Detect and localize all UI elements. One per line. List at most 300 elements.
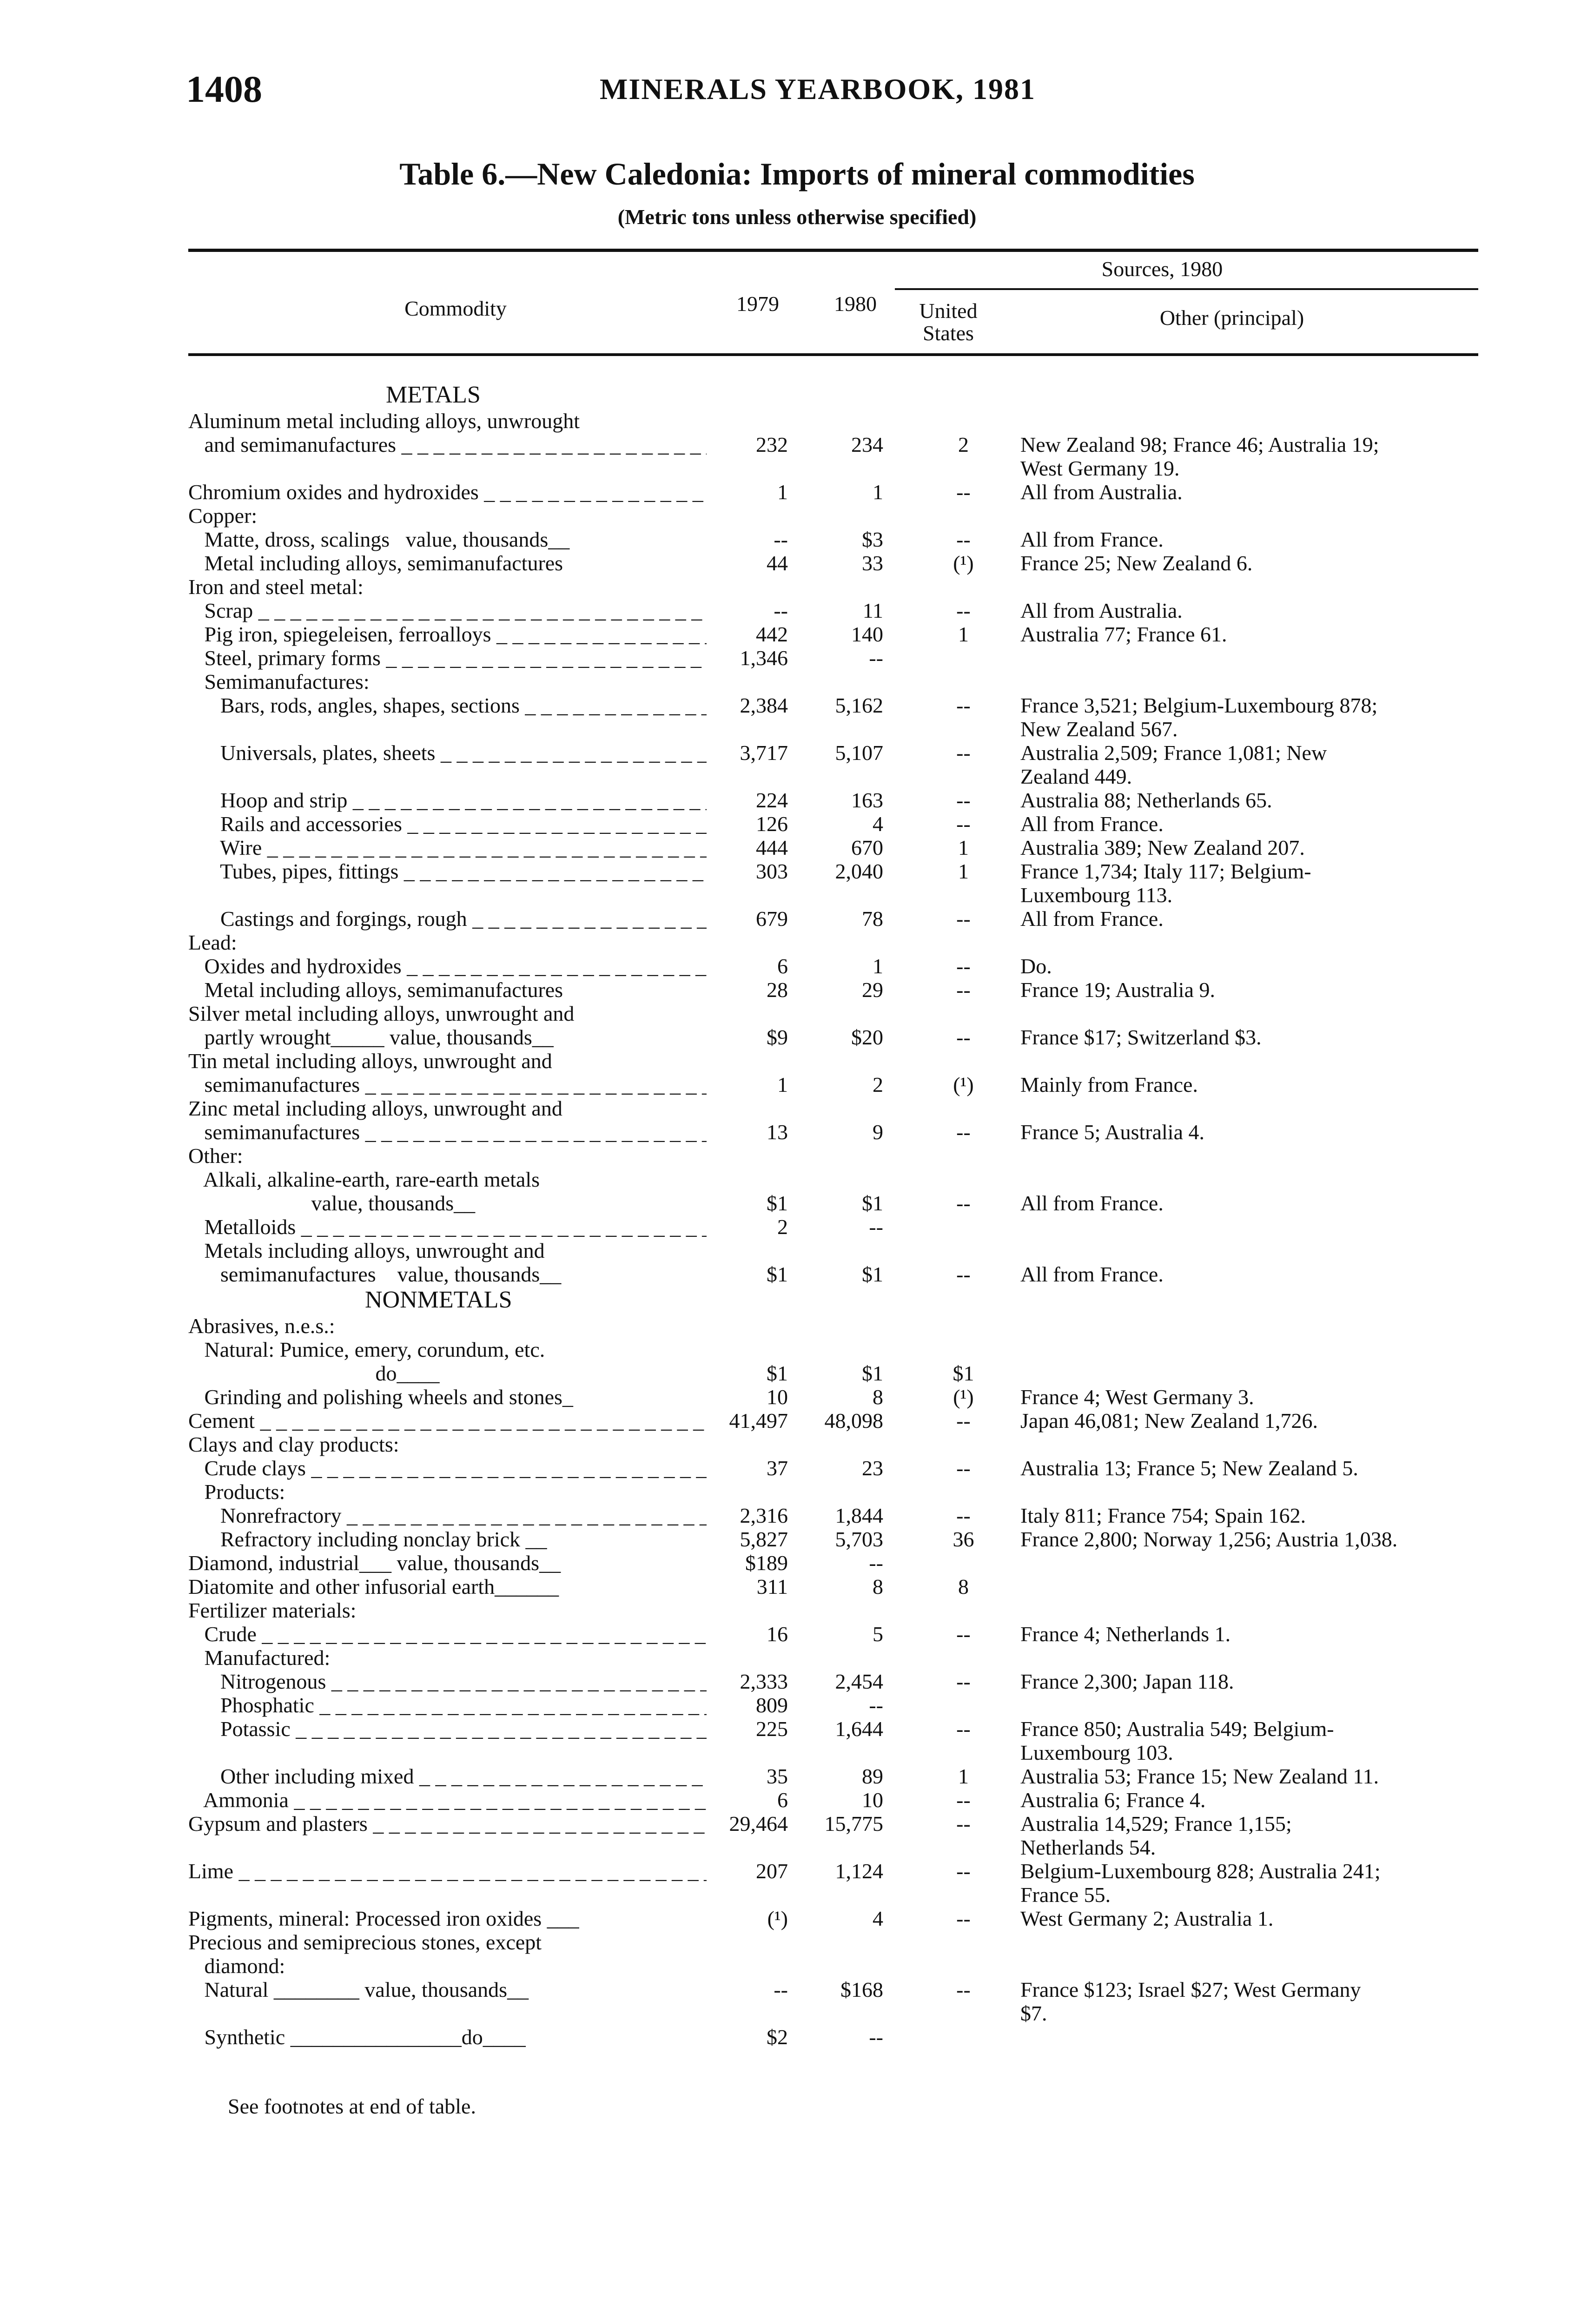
- united-states-cell: (¹): [953, 1385, 974, 1409]
- section-heading: METALS: [386, 382, 481, 408]
- value-1980-cell: [814, 409, 916, 433]
- table-row: [0, 1859, 1594, 1883]
- table-row: [0, 1622, 1594, 1646]
- other-sources-cell: France 5; Australia 4.: [1020, 1120, 1205, 1144]
- value-1980-cell: 23: [862, 1456, 883, 1480]
- other-sources-cell: Australia 13; France 5; New Zealand 5.: [1020, 1456, 1358, 1480]
- value-1980-cell: --: [869, 2025, 883, 2049]
- table-row: [0, 1670, 1594, 1693]
- value-1980-cell: [814, 931, 916, 954]
- commodity-cell: Crude clays _ _ _: [188, 1456, 707, 1480]
- value-1979-cell: [707, 1598, 814, 1622]
- value-1979-cell: [707, 1646, 814, 1670]
- table-row: [0, 765, 1594, 788]
- value-1979-cell: 207: [756, 1859, 788, 1883]
- value-1979-cell: 37: [767, 1456, 788, 1480]
- value-1979-cell: --: [774, 599, 788, 622]
- commodity-cell: Other including mixed _ _ _: [188, 1764, 707, 1788]
- value-1979-cell: [707, 1168, 814, 1191]
- united-states-cell: (¹): [953, 1073, 974, 1096]
- other-sources-cell: [1011, 1215, 1594, 1239]
- value-1979-cell: 2,316: [740, 1504, 788, 1527]
- united-states-cell: --: [956, 1788, 971, 1812]
- other-sources-cell: All from France.: [1020, 812, 1164, 836]
- commodity-cell: Products:: [188, 1480, 285, 1504]
- value-1979-cell: --: [774, 528, 788, 551]
- table-row: [0, 1764, 1594, 1788]
- value-1979-cell: [707, 670, 814, 693]
- table-row: [0, 1262, 1594, 1286]
- table-row: [0, 1215, 1594, 1239]
- commodity-cell: Steel, primary forms _ _ _: [188, 646, 707, 670]
- other-sources-cell: France 1,734; Italy 117; Belgium-: [1020, 859, 1311, 883]
- section-heading-row: [0, 1286, 1594, 1314]
- united-states-cell: [916, 1096, 1011, 1120]
- united-states-cell: --: [956, 1025, 971, 1049]
- commodity-cell: [188, 456, 707, 480]
- commodity-cell: [188, 1883, 707, 1907]
- value-1980-cell: 4: [873, 812, 883, 836]
- united-states-cell: 36: [952, 1527, 974, 1551]
- united-states-cell: [916, 575, 1011, 599]
- other-sources-cell: [1011, 931, 1594, 954]
- commodity-cell: Nonrefractory _ _ _: [188, 1504, 707, 1527]
- value-1979-cell: 2: [777, 1215, 788, 1239]
- united-states-cell: [916, 1239, 1011, 1262]
- value-1979-cell: 303: [756, 859, 788, 883]
- value-1980-cell: --: [869, 1551, 883, 1575]
- united-states-cell: [916, 1954, 1011, 1978]
- section-heading-row: [0, 381, 1594, 409]
- other-sources-cell: Luxembourg 103.: [1020, 1741, 1173, 1764]
- other-sources-cell: Japan 46,081; New Zealand 1,726.: [1020, 1409, 1318, 1433]
- value-1980-cell: $1: [862, 1361, 883, 1385]
- value-1979-cell: $1: [767, 1191, 788, 1215]
- table-row: [0, 1120, 1594, 1144]
- commodity-cell: [188, 765, 707, 788]
- commodity-cell: Chromium oxides and hydroxides _ _ _: [188, 480, 707, 504]
- value-1979-cell: 5,827: [740, 1527, 788, 1551]
- value-1979-cell: 41,497: [729, 1409, 788, 1433]
- other-sources-cell: France $123; Israel $27; West Germany: [1020, 1978, 1361, 2001]
- value-1980-cell: [814, 456, 916, 480]
- value-1980-cell: [814, 1433, 916, 1456]
- value-1979-cell: 29,464: [729, 1812, 788, 1835]
- other-sources-cell: [1011, 1693, 1594, 1717]
- other-sources-cell: [1011, 1239, 1594, 1262]
- value-1979-cell: [707, 765, 814, 788]
- commodity-cell: Abrasives, n.e.s.:: [188, 1314, 335, 1338]
- commodity-cell: Crude _ _ _: [188, 1622, 707, 1646]
- united-states-cell: [916, 2001, 1011, 2025]
- table-row: [0, 1096, 1594, 1120]
- value-1979-cell: [707, 931, 814, 954]
- value-1980-cell: [814, 883, 916, 907]
- united-states-cell: --: [956, 1670, 971, 1693]
- value-1980-cell: [814, 1954, 916, 1978]
- united-states-cell: 1: [958, 622, 969, 646]
- value-1979-cell: [707, 1835, 814, 1859]
- table-row: [0, 551, 1594, 575]
- value-1979-cell: 232: [756, 433, 788, 456]
- table-row: [0, 2001, 1594, 2025]
- value-1979-cell: [707, 1314, 814, 1338]
- other-sources-cell: [1011, 1575, 1594, 1598]
- united-states-cell: --: [956, 693, 971, 717]
- united-states-cell: --: [956, 907, 971, 931]
- united-states-cell: [916, 1835, 1011, 1859]
- value-1980-cell: 15,775: [824, 1812, 883, 1835]
- value-1979-cell: 225: [756, 1717, 788, 1741]
- commodity-cell: Gypsum and plasters _ _ _: [188, 1812, 707, 1835]
- united-states-cell: --: [956, 528, 971, 551]
- value-1979-cell: $1: [767, 1361, 788, 1385]
- other-sources-cell: [1011, 1954, 1594, 1978]
- table-row: [0, 1002, 1594, 1025]
- header-bottom-rule: [188, 353, 1478, 356]
- value-1980-cell: [814, 1314, 916, 1338]
- table-row: [0, 788, 1594, 812]
- commodity-cell: Scrap _ _ _: [188, 599, 707, 622]
- united-states-cell: [916, 2025, 1011, 2049]
- commodity-cell: Synthetic ________________do____: [188, 2025, 526, 2049]
- commodity-cell: Fertilizer materials:: [188, 1598, 357, 1622]
- table-row: [0, 1978, 1594, 2001]
- value-1980-cell: [814, 1002, 916, 1025]
- united-states-cell: [916, 1646, 1011, 1670]
- value-1979-cell: [707, 883, 814, 907]
- table-row: [0, 599, 1594, 622]
- other-sources-cell: Do.: [1020, 954, 1052, 978]
- united-states-cell: 2: [958, 433, 969, 456]
- commodity-cell: Other:: [188, 1144, 243, 1168]
- united-states-cell: --: [956, 954, 971, 978]
- value-1979-cell: 10: [767, 1385, 788, 1409]
- united-states-cell: [916, 883, 1011, 907]
- united-states-cell: --: [956, 978, 971, 1002]
- value-1979-cell: 3,717: [740, 741, 788, 765]
- table-row: [0, 1025, 1594, 1049]
- value-1979-cell: 16: [767, 1622, 788, 1646]
- value-1980-cell: 1: [873, 954, 883, 978]
- commodity-cell: semimanufactures _ _ _: [188, 1120, 707, 1144]
- value-1980-cell: $1: [862, 1191, 883, 1215]
- united-states-cell: --: [956, 812, 971, 836]
- table-row: [0, 1504, 1594, 1527]
- table-row: [0, 528, 1594, 551]
- table-row: [0, 646, 1594, 670]
- commodity-cell: [188, 2001, 707, 2025]
- other-sources-cell: France 25; New Zealand 6.: [1020, 551, 1253, 575]
- value-1980-cell: [814, 1480, 916, 1504]
- table-row: [0, 670, 1594, 693]
- commodity-cell: Pig iron, spiegeleisen, ferroalloys _ _ _: [188, 622, 707, 646]
- other-sources-cell: [1011, 1598, 1594, 1622]
- value-1980-cell: 2,454: [835, 1670, 883, 1693]
- united-states-cell: $1: [952, 1361, 974, 1385]
- value-1979-cell: 1: [777, 480, 788, 504]
- table-row: [0, 1049, 1594, 1073]
- commodity-cell: Rails and accessories _ _ _: [188, 812, 707, 836]
- value-1979-cell: 1,346: [740, 646, 788, 670]
- table-row: [0, 883, 1594, 907]
- value-1980-cell: 2,040: [835, 859, 883, 883]
- commodity-cell: Manufactured:: [188, 1646, 331, 1670]
- commodity-cell: diamond:: [188, 1954, 285, 1978]
- other-sources-cell: France 3,521; Belgium-Luxembourg 878;: [1020, 693, 1378, 717]
- value-1979-cell: 2,384: [740, 693, 788, 717]
- table-row: [0, 1480, 1594, 1504]
- commodity-cell: Metals including alloys, unwrought and: [188, 1239, 545, 1262]
- value-1980-cell: [814, 504, 916, 528]
- other-sources-cell: Netherlands 54.: [1020, 1835, 1156, 1859]
- united-states-cell: [916, 1002, 1011, 1025]
- table-row: [0, 836, 1594, 859]
- united-states-cell: --: [956, 599, 971, 622]
- other-sources-cell: France 55.: [1020, 1883, 1111, 1907]
- value-1980-cell: $3: [862, 528, 883, 551]
- table-row: [0, 1409, 1594, 1433]
- table-row: [0, 1338, 1594, 1361]
- sources-rule: [895, 288, 1478, 290]
- value-1980-cell: [814, 1883, 916, 1907]
- other-sources-cell: New Zealand 567.: [1020, 717, 1178, 741]
- table-row: [0, 1168, 1594, 1191]
- value-1980-cell: 11: [862, 599, 883, 622]
- value-1979-cell: 13: [767, 1120, 788, 1144]
- other-sources-cell: [1011, 1096, 1594, 1120]
- other-sources-cell: France 2,300; Japan 118.: [1020, 1670, 1234, 1693]
- value-1980-cell: $1: [862, 1262, 883, 1286]
- value-1980-cell: 1,844: [835, 1504, 883, 1527]
- other-sources-cell: Australia 6; France 4.: [1020, 1788, 1206, 1812]
- other-sources-cell: Australia 77; France 61.: [1020, 622, 1227, 646]
- value-1980-cell: [814, 1646, 916, 1670]
- table-row: [0, 717, 1594, 741]
- table-row: [0, 859, 1594, 883]
- value-1979-cell: 6: [777, 1788, 788, 1812]
- other-sources-cell: $7.: [1020, 2001, 1047, 2025]
- table-row: [0, 1385, 1594, 1409]
- united-states-cell: [916, 1049, 1011, 1073]
- united-states-cell: [916, 456, 1011, 480]
- table-row: [0, 1741, 1594, 1764]
- commodity-cell: Matte, dross, scalings value, thousands__: [188, 528, 570, 551]
- united-states-cell: 1: [958, 836, 969, 859]
- table-row: [0, 812, 1594, 836]
- other-sources-cell: Belgium-Luxembourg 828; Australia 241;: [1020, 1859, 1381, 1883]
- table-row: [0, 1314, 1594, 1338]
- commodity-cell: do____: [188, 1361, 440, 1385]
- commodity-cell: Clays and clay products:: [188, 1433, 399, 1456]
- value-1980-cell: [814, 1598, 916, 1622]
- table-row: [0, 1575, 1594, 1598]
- commodity-cell: Grinding and polishing wheels and stones_: [188, 1385, 573, 1409]
- value-1979-cell: [707, 1480, 814, 1504]
- united-states-cell: [916, 1144, 1011, 1168]
- value-1980-cell: [814, 1168, 916, 1191]
- other-sources-cell: Australia 53; France 15; New Zealand 11.: [1020, 1764, 1379, 1788]
- table-row: [0, 978, 1594, 1002]
- other-sources-cell: [1011, 2025, 1594, 2049]
- value-1980-cell: $168: [840, 1978, 883, 2001]
- united-states-cell: 1: [958, 1764, 969, 1788]
- other-sources-cell: All from Australia.: [1020, 599, 1183, 622]
- table-row: [0, 1812, 1594, 1835]
- value-1980-cell: 2: [873, 1073, 883, 1096]
- value-1979-cell: [707, 1433, 814, 1456]
- commodity-cell: Wire _ _ _: [188, 836, 707, 859]
- value-1980-cell: --: [869, 1693, 883, 1717]
- table-row: [0, 1144, 1594, 1168]
- value-1980-cell: 5,703: [835, 1527, 883, 1551]
- value-1979-cell: $2: [767, 2025, 788, 2049]
- table-row: [0, 1883, 1594, 1907]
- other-sources-cell: All from France.: [1020, 1191, 1164, 1215]
- united-states-cell: --: [956, 1456, 971, 1480]
- other-sources-cell: France $17; Switzerland $3.: [1020, 1025, 1262, 1049]
- other-sources-cell: [1011, 670, 1594, 693]
- commodity-cell: Natural ________ value, thousands__: [188, 1978, 529, 2001]
- value-1979-cell: [707, 1883, 814, 1907]
- other-sources-cell: New Zealand 98; France 46; Australia 19;: [1020, 433, 1379, 456]
- table-row: [0, 1788, 1594, 1812]
- value-1980-cell: 33: [862, 551, 883, 575]
- other-sources-cell: All from France.: [1020, 1262, 1164, 1286]
- united-states-cell: [916, 765, 1011, 788]
- page-number: 1408: [186, 68, 262, 110]
- value-1979-cell: [707, 1338, 814, 1361]
- commodity-cell: Potassic _ _ _: [188, 1717, 707, 1741]
- united-states-cell: --: [956, 1717, 971, 1741]
- united-states-cell: [916, 1693, 1011, 1717]
- table-row: [0, 433, 1594, 456]
- united-states-cell: [916, 717, 1011, 741]
- value-1979-cell: 1: [777, 1073, 788, 1096]
- other-sources-cell: [1011, 1433, 1594, 1456]
- united-states-cell: --: [956, 1191, 971, 1215]
- commodity-cell: [188, 883, 707, 907]
- other-sources-cell: Australia 2,509; France 1,081; New: [1020, 741, 1327, 765]
- united-states-cell: [916, 1598, 1011, 1622]
- value-1979-cell: 2,333: [740, 1670, 788, 1693]
- value-1980-cell: 1,124: [835, 1859, 883, 1883]
- value-1980-cell: 9: [873, 1120, 883, 1144]
- value-1980-cell: [814, 575, 916, 599]
- other-sources-cell: France 2,800; Norway 1,256; Austria 1,038.: [1020, 1527, 1398, 1551]
- value-1979-cell: [707, 1954, 814, 1978]
- united-states-cell: [916, 646, 1011, 670]
- other-sources-cell: [1011, 646, 1594, 670]
- value-1980-cell: [814, 1741, 916, 1764]
- table-row: [0, 1598, 1594, 1622]
- commodity-cell: Hoop and strip _ _ _: [188, 788, 707, 812]
- commodity-cell: Alkali, alkaline-earth, rare-earth metals: [188, 1168, 540, 1191]
- value-1980-cell: $20: [851, 1025, 883, 1049]
- value-1980-cell: [814, 717, 916, 741]
- table-subtitle: (Metric tons unless otherwise specified): [617, 205, 977, 229]
- commodity-cell: [188, 1835, 707, 1859]
- value-1980-cell: 29: [862, 978, 883, 1002]
- united-states-cell: [916, 1168, 1011, 1191]
- value-1980-cell: --: [869, 1215, 883, 1239]
- other-sources-cell: [1011, 1930, 1594, 1954]
- commodity-cell: Copper:: [188, 504, 258, 528]
- value-1980-cell: 140: [851, 622, 883, 646]
- table-row: [0, 409, 1594, 433]
- value-1979-cell: 311: [756, 1575, 788, 1598]
- value-1979-cell: [707, 1096, 814, 1120]
- section-heading: NONMETALS: [365, 1287, 512, 1313]
- table-row: [0, 575, 1594, 599]
- value-1980-cell: 8: [873, 1575, 883, 1598]
- other-sources-cell: [1011, 1002, 1594, 1025]
- col-header-other: Other (principal): [1159, 306, 1304, 330]
- table-row: [0, 456, 1594, 480]
- footnote: See footnotes at end of table.: [228, 2094, 476, 2118]
- table-row: [0, 1835, 1594, 1859]
- value-1979-cell: [707, 504, 814, 528]
- commodity-cell: Metalloids _ _ _: [188, 1215, 707, 1239]
- value-1979-cell: $9: [767, 1025, 788, 1049]
- other-sources-cell: Italy 811; France 754; Spain 162.: [1020, 1504, 1306, 1527]
- table-row: [0, 1433, 1594, 1456]
- col-header-sources: Sources, 1980: [1101, 257, 1223, 281]
- other-sources-cell: [1011, 1338, 1594, 1361]
- table-row: [0, 1456, 1594, 1480]
- commodity-cell: Lead:: [188, 931, 237, 954]
- commodity-cell: Aluminum metal including alloys, unwrought: [188, 409, 580, 433]
- commodity-cell: Universals, plates, sheets _ _ _: [188, 741, 707, 765]
- col-header-1979: 1979: [736, 292, 779, 316]
- value-1980-cell: [814, 670, 916, 693]
- value-1979-cell: 679: [756, 907, 788, 931]
- table-row: [0, 1954, 1594, 1978]
- value-1979-cell: [707, 2001, 814, 2025]
- other-sources-cell: France 4; Netherlands 1.: [1020, 1622, 1231, 1646]
- other-sources-cell: All from France.: [1020, 907, 1164, 931]
- value-1980-cell: [814, 1338, 916, 1361]
- table-row: [0, 1693, 1594, 1717]
- commodity-cell: Metal including alloys, semimanufactures: [188, 978, 563, 1002]
- value-1979-cell: $189: [745, 1551, 788, 1575]
- other-sources-cell: Australia 14,529; France 1,155;: [1020, 1812, 1292, 1835]
- commodity-cell: value, thousands__: [188, 1191, 476, 1215]
- united-states-cell: [916, 1215, 1011, 1239]
- other-sources-cell: Mainly from France.: [1020, 1073, 1198, 1096]
- united-states-cell: --: [956, 1859, 971, 1883]
- commodity-cell: [188, 1741, 707, 1764]
- other-sources-cell: Australia 88; Netherlands 65.: [1020, 788, 1272, 812]
- other-sources-cell: [1011, 1361, 1594, 1385]
- united-states-cell: [916, 504, 1011, 528]
- united-states-cell: --: [956, 1262, 971, 1286]
- united-states-cell: [916, 1314, 1011, 1338]
- commodity-cell: Cement _ _ _: [188, 1409, 707, 1433]
- table-row: [0, 1191, 1594, 1215]
- value-1979-cell: [707, 717, 814, 741]
- other-sources-cell: West Germany 19.: [1020, 456, 1180, 480]
- united-states-cell: [916, 1741, 1011, 1764]
- table-row: [0, 1239, 1594, 1262]
- commodity-cell: Oxides and hydroxides _ _ _: [188, 954, 707, 978]
- commodity-cell: [188, 717, 707, 741]
- value-1980-cell: 78: [862, 907, 883, 931]
- value-1980-cell: --: [869, 646, 883, 670]
- running-title: MINERALS YEARBOOK, 1981: [600, 73, 1036, 106]
- table-row: [0, 1527, 1594, 1551]
- united-states-cell: --: [956, 1812, 971, 1835]
